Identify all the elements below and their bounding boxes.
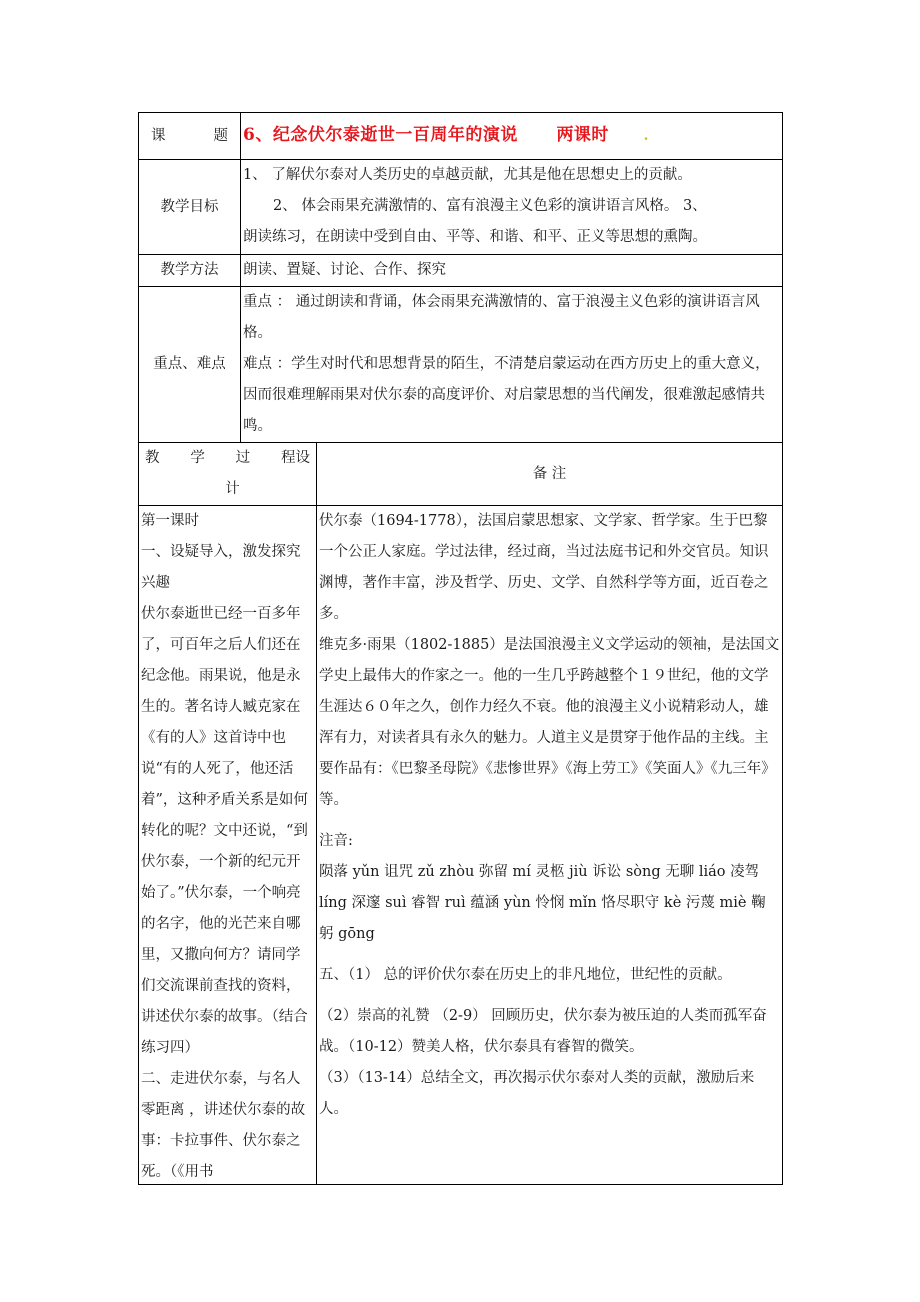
objectives-row bbox=[139, 160, 783, 255]
key-points-row bbox=[139, 287, 783, 443]
lesson-plan-document bbox=[138, 112, 782, 1185]
pinyin-list: 陨落 yǔn 诅咒 zǔ zhòu 弥留 mí 灵柩 jiù 诉讼 sòng 无聊 liáo 凌驾 líng 深邃 suì 睿智 ruì 蕴涵 yùn 怜悯 mǐn 恪尽职守 kè 污蔑 miè 鞠躬 gōng bbox=[319, 864, 766, 942]
process-right-content bbox=[319, 506, 780, 1184]
process-header-char: 教 bbox=[145, 450, 160, 466]
process-body-row bbox=[139, 506, 783, 1185]
step-1-body: 伏尔泰逝世已经一百多年了，可百年之后人们还在纪念他。雨果说，他是永生的。著名诗人臧克家在《有的人》这首诗中也说“有的人死了，他还活着”，这种矛盾关系是如何转化的呢？文中还说，“到伏尔泰，一个新的纪元开始了。”伏尔泰，一个响亮的名字，他的光芒来自哪里，又撒向何方？请同学们交流课前查找的资料，讲述伏尔泰的故事。（结合练习四） bbox=[141, 606, 308, 1056]
notes-header-text: 备 注 bbox=[532, 465, 567, 482]
title-cell bbox=[241, 113, 783, 160]
step-1-title: 一、设疑导入，激发探究兴趣 bbox=[141, 544, 301, 591]
process-right-cell bbox=[317, 506, 783, 1185]
title-dot: . bbox=[643, 127, 649, 144]
structure-part-3: （3）（13-14）总结全文，再次揭示伏尔泰对人类的贡献，激励后来人。 bbox=[319, 1070, 755, 1117]
process-header-char: 学 bbox=[190, 450, 205, 466]
lesson-period: 第一课时 bbox=[141, 513, 199, 529]
step-2-text: 二、走进伏尔泰，与名人零距离 ，讲述伏尔泰的故事：卡拉事件、伏尔泰之死。（《用书 bbox=[141, 1071, 306, 1180]
objective-line-3: 朗读练习，在朗读中受到自由、平等、和谐、和平、正义等思想的熏陶。 bbox=[243, 229, 707, 245]
process-header-line-1 bbox=[141, 443, 314, 474]
voltaire-bio: 伏尔泰（1694-1778），法国启蒙思想家、文学家、哲学家。生于巴黎一个公正人家庭。学过法律，经过商，当过法庭书记和外交官员。知识渊博，著作丰富，涉及哲学、历史、文学、自然科学等方面，近百卷之多。 bbox=[319, 513, 769, 622]
process-header-line-2: 计 bbox=[225, 481, 240, 497]
key-points-cell bbox=[241, 287, 783, 443]
title-label-cell bbox=[139, 113, 241, 160]
title-label-char-2: 题 bbox=[213, 127, 228, 144]
objective-line-1: 1、 了解伏尔泰对人类历史的卓越贡献，尤其是他在思想史上的贡献。 bbox=[243, 167, 692, 183]
key-points-label: 重点、难点 bbox=[139, 287, 241, 443]
process-header-left bbox=[139, 443, 317, 506]
title-label bbox=[141, 121, 238, 152]
title-row bbox=[139, 113, 783, 160]
objectives-cell bbox=[241, 160, 783, 255]
process-header-char: 过 bbox=[235, 450, 251, 466]
spacer bbox=[319, 950, 780, 960]
difficulty-text: 难点 ：学生对时代和思想背景的陌生，不清楚启蒙运动在西方历史上的重大意义，因而很难理解雨果对伏尔泰的高度评价、对启蒙思想的当代阐发，很难激起感情共鸣。 bbox=[243, 356, 770, 434]
process-left-cell bbox=[139, 506, 317, 1185]
methods-label: 教学方法 bbox=[139, 255, 241, 287]
methods-row bbox=[139, 255, 783, 287]
spacer bbox=[319, 991, 780, 1001]
structure-part-2: （2）崇高的礼赞 （2-9） 回顾历史，伏尔泰为被压迫的人类而孤军奋战。（10-12）赞美人格，伏尔泰具有睿智的微笑。 bbox=[319, 1008, 767, 1055]
process-header-row bbox=[139, 443, 783, 506]
objective-line-2: 2、 体会雨果充满激情的、富有浪漫主义色彩的演讲语言风格。 3、 bbox=[273, 198, 707, 214]
methods-text: 朗读、置疑、讨论、合作、探究 bbox=[241, 255, 783, 287]
hugo-bio: 维克多·雨果（1802-1885）是法国浪漫主义文学运动的领袖，是法国文学史上最伟大的作家之一。他的一生几乎跨越整个１９世纪，他的文学生涯达６０年之久，创作力经久不衰。他的浪漫主义小说精彩动人，雄浑有力，对读者具有永久的魅力。人道主义是贯穿于他作品的主线。主要作品有：《巴黎圣母院》《悲惨世界》《海上劳工》《笑面人》《九三年》等。 bbox=[319, 637, 780, 808]
focus-text: 重点 ： 通过朗读和背诵，体会雨果充满激情的、富于浪漫主义色彩的演讲语言风格。 bbox=[243, 294, 760, 341]
lesson-plan-table bbox=[138, 112, 783, 1185]
lesson-duration: 两课时 bbox=[556, 125, 609, 145]
title-label-char-1: 课 bbox=[151, 127, 166, 144]
process-header-char: 程设 bbox=[280, 450, 310, 466]
lesson-title: 6、纪念伏尔泰逝世一百周年的演说 bbox=[243, 125, 518, 145]
structure-part-1: 五、（1） 总的评价伏尔泰在历史上的非凡地位，世纪性的贡献。 bbox=[319, 967, 732, 983]
notes-header bbox=[317, 443, 783, 506]
process-left-content bbox=[141, 506, 314, 1184]
pinyin-title: 注音: bbox=[319, 833, 353, 849]
spacer bbox=[319, 816, 780, 826]
objectives-label: 教学目标 bbox=[139, 160, 241, 255]
